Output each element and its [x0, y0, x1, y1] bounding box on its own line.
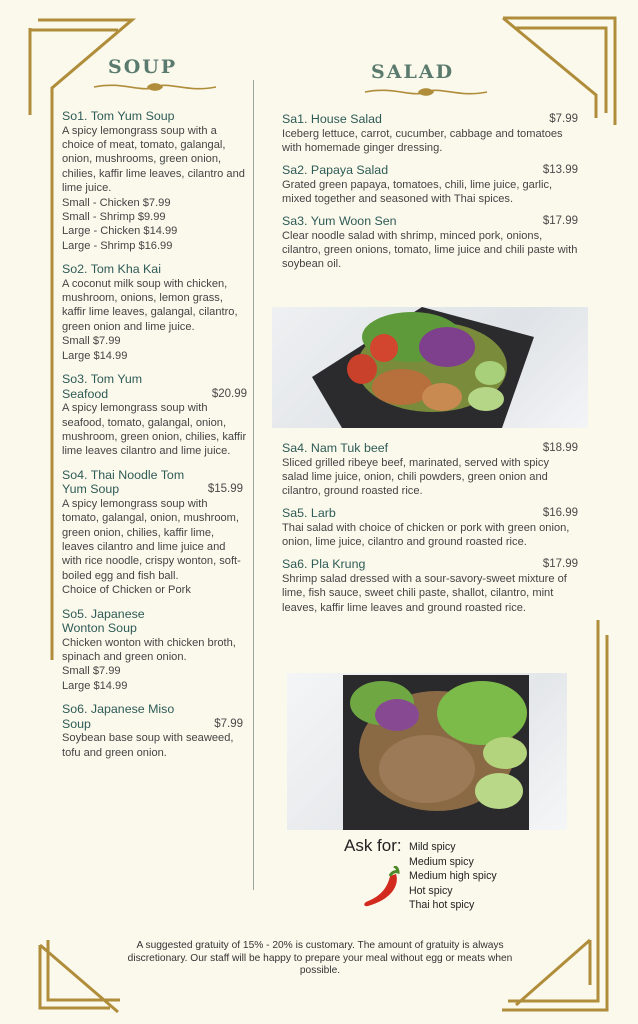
item-price: $18.99 [542, 442, 578, 454]
soup-heading: SOUP [108, 56, 178, 78]
item-name: So5. Japanese Wonton Soup [62, 606, 145, 636]
item-option: Large $14.99 [62, 349, 128, 362]
spice-level-list [409, 840, 497, 913]
menu-item [282, 163, 578, 206]
item-price: $20.99 [211, 387, 247, 400]
chili-pepper-icon [362, 866, 404, 910]
item-name: Sa5. Larb [282, 506, 336, 521]
menu-item [282, 112, 578, 155]
menu-item [282, 557, 578, 614]
item-description: Sliced grilled ribeye beef, marinated, served with spicy salad lime juice, onion, chili powders, green onion and cilantro, ground roasted rice. [282, 456, 549, 498]
item-name: Sa2. Papaya Salad [282, 163, 389, 178]
larb-salad-photo [287, 673, 567, 830]
spice-level: Mild spicy [409, 841, 456, 853]
spice-level: Medium spicy [409, 855, 474, 868]
item-name: So2. Tom Kha Kai [62, 262, 161, 277]
item-price: $17.99 [542, 558, 578, 571]
salad-flourish-icon [363, 84, 489, 100]
soup-list [62, 109, 247, 769]
spice-level: Medium high spicy [409, 870, 497, 883]
menu-item [62, 468, 247, 598]
menu-item [62, 372, 247, 459]
item-description: A spicy lemongrass soup with a choice of meat, tomato, galangal, onion, mushrooms, green onion, chilies, kaffir lime leaves, cilantro and lime juice. [62, 124, 245, 195]
item-description: A spicy lemongrass soup with tomato, galangal, onion, mushroom, green onion, chilies, kaffir lime, leaves cilantro and lime juice and with rice noodle, crispy wonton, soft-boiled egg and fish ball. [62, 497, 241, 582]
item-name: So6. Japanese Miso Soup [62, 702, 175, 731]
menu-item [62, 702, 247, 760]
menu-item [62, 607, 247, 694]
item-description: Clear noodle salad with shrimp, minced pork, onions, cilantro, green onions, tomato, lime juice and chili paste with soybean oil. [282, 229, 578, 271]
spice-level: Hot spicy [409, 884, 453, 897]
item-name: So4. Thai Noodle Tom Yum Soup [62, 467, 185, 497]
menu-item [282, 441, 578, 498]
item-option: Large - Chicken $14.99 [62, 225, 178, 238]
item-option: Large - Shrimp $16.99 [62, 239, 173, 252]
item-name: Sa4. Nam Tuk beef [282, 441, 389, 455]
item-option: Small $7.99 [62, 665, 121, 678]
item-price: $15.99 [207, 483, 243, 496]
item-price: $17.99 [542, 215, 578, 228]
soup-flourish-icon [92, 79, 218, 95]
item-description: Chicken wonton with chicken broth, spinach and green onion. [62, 636, 236, 663]
menu-item [282, 506, 578, 549]
item-description: A coconut milk soup with chicken, mushroom, onions, lemon grass, kaffir lime leaves, galangal, cilantro, green onion and lime juice. [62, 277, 238, 333]
item-price: $13.99 [542, 164, 578, 177]
item-option: Small $7.99 [62, 335, 121, 348]
shrimp-salad-photo [272, 307, 588, 428]
menu-item [62, 109, 247, 253]
item-description: A spicy lemongrass soup with seafood, tomato, galangal, onion, mushroom, green onion, chilies, kaffir lime leaves cilantro and lime juice. [62, 402, 247, 458]
item-description: Iceberg lettuce, carrot, cucumber, cabbage and tomatoes with homemade ginger dressing. [282, 127, 563, 154]
item-option: Small - Shrimp $9.99 [62, 210, 166, 223]
item-description: Soybean base soup with seaweed, tofu and green onion. [62, 732, 234, 759]
item-price: $7.99 [549, 113, 578, 125]
menu-item [282, 214, 578, 271]
item-description: Thai salad with choice of chicken or pork with green onion, onion, lime juice, cilantro and ground roasted rice. [282, 521, 570, 549]
item-name: Sa6. Pla Krung [282, 557, 366, 572]
item-option: Large $14.99 [62, 679, 128, 692]
item-description: Grated green papaya, tomatoes, chili, lime juice, garlic, mixed together and seasoned with Thai spices. [282, 178, 553, 205]
item-option: Choice of Chicken or Pork [62, 584, 191, 597]
salad-heading: SALAD [371, 61, 455, 83]
column-divider [253, 80, 254, 890]
item-name: Sa3. Yum Woon Sen [282, 214, 397, 229]
spice-level: Thai hot spicy [409, 899, 475, 912]
item-description: Shrimp salad dressed with a sour-savory-sweet mixture of lime, fish sauce, sweet chili paste, shallot, cilantro, mint leaves, kaffir lime leaves and ground roasted rice. [282, 572, 567, 614]
menu-item [62, 262, 247, 363]
item-name: Sa1. House Salad [282, 112, 382, 126]
item-price: $7.99 [214, 717, 243, 730]
salad-list-top [282, 112, 578, 280]
ask-for-label: Ask for: [344, 836, 402, 855]
item-name: So3. Tom Yum Seafood [62, 372, 143, 401]
item-name: So1. Tom Yum Soup [62, 109, 175, 123]
item-price: $16.99 [542, 507, 578, 520]
item-option: Small - Chicken $7.99 [62, 196, 171, 209]
salad-list-bottom [282, 441, 578, 623]
gratuity-note: A suggested gratuity of 15% - 20% is customary. The amount of gratuity is always discretionary. Our staff will be happy to prepare your meal without egg or meats when possible. [127, 940, 513, 977]
